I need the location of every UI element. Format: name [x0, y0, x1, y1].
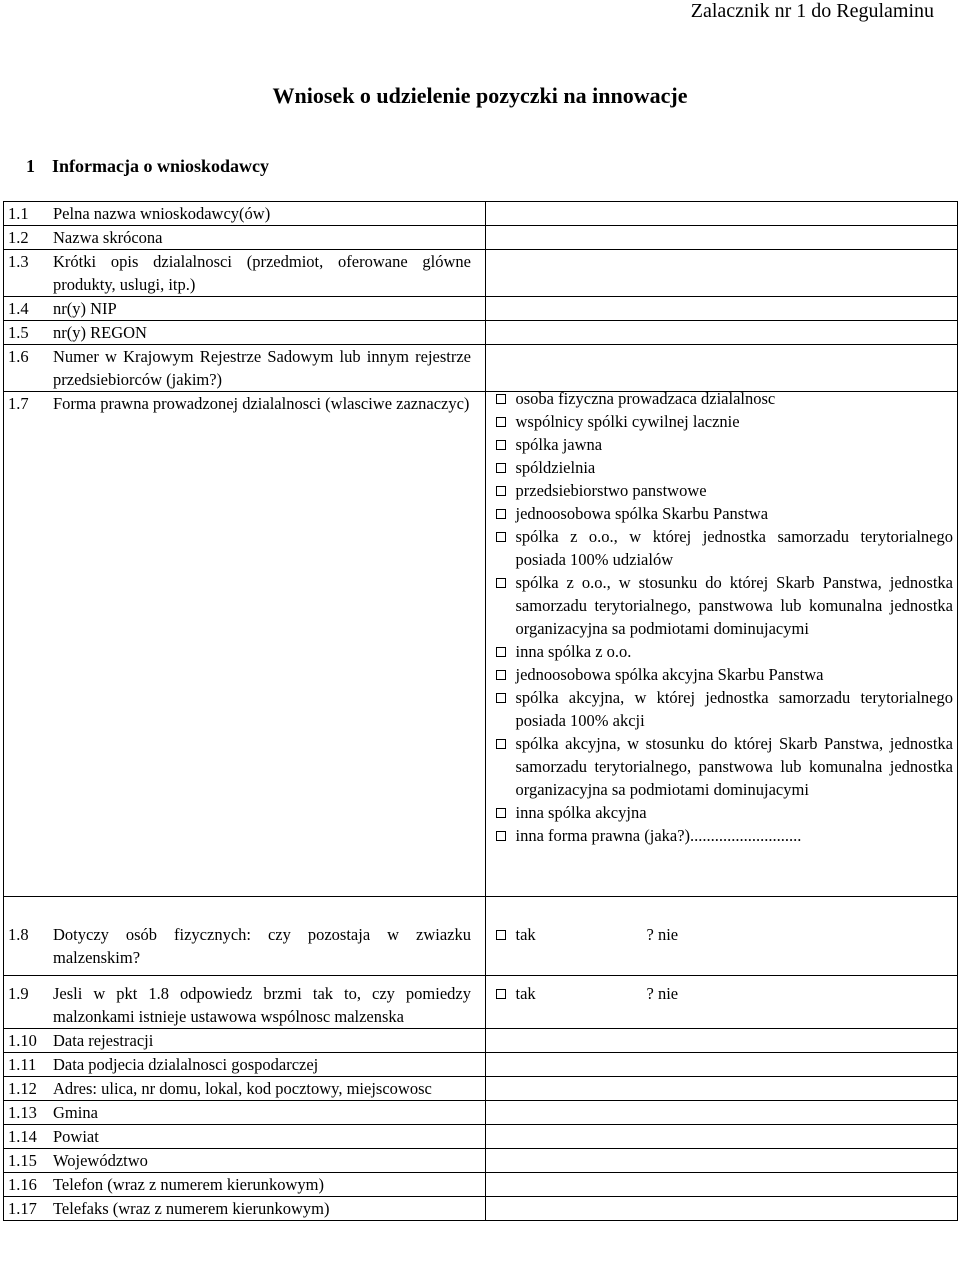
row-label-cell [4, 1125, 486, 1149]
row-label-cell [4, 1053, 486, 1077]
checkbox-icon[interactable] [496, 693, 506, 703]
row-label: nr(y) REGON [53, 323, 147, 342]
option-label: spólka akcyjna, w której jednostka samorzadu terytorialnego posiada 100% akcji [515, 688, 953, 730]
row-number: 1.15 [8, 1151, 37, 1170]
commune-input-cell[interactable] [485, 1101, 958, 1125]
row-label: Województwo [53, 1151, 148, 1170]
checkbox-icon[interactable] [496, 509, 506, 519]
option-label: przedsiebiorstwo panstwowe [515, 481, 707, 500]
row-label-cell [4, 1077, 486, 1101]
row-label-cell [4, 917, 486, 976]
row-1-13 [4, 1101, 958, 1125]
row-label: nr(y) NIP [53, 299, 117, 318]
legal-form-option[interactable] [490, 456, 954, 479]
row-label-cell [4, 226, 486, 250]
no-label: ? nie [646, 984, 679, 1003]
legal-form-option[interactable] [490, 410, 954, 433]
checkbox-icon[interactable] [496, 739, 506, 749]
option-label: spólka z o.o., w której jednostka samorzadu terytorialnego posiada 100% udzialów [515, 527, 953, 569]
address-input-cell[interactable] [485, 1077, 958, 1101]
row-label-cell [4, 1173, 486, 1197]
row-label-cell [4, 976, 486, 1029]
row-label: Data podjecia dzialalnosci gospodarczej [53, 1055, 319, 1074]
option-label: spólka akcyjna, w stosunku do której Skarb Panstwa, jednostka samorzadu terytorialnego, panstwowa lub komunalna jednostka organizacyjna sa podmiotami dominujacymi [515, 734, 953, 799]
row-1-9 [4, 976, 958, 1029]
row-number: 1.13 [8, 1103, 37, 1122]
row-1-10 [4, 1029, 958, 1053]
row-1-5 [4, 321, 958, 345]
phone-input-cell[interactable] [485, 1173, 958, 1197]
row-label-cell [4, 297, 486, 321]
row-number: 1.2 [8, 228, 29, 247]
row-label: Powiat [53, 1127, 99, 1146]
legal-form-option[interactable] [490, 479, 954, 502]
row-label-cell [4, 321, 486, 345]
spacer-cell [485, 897, 958, 918]
legal-form-option[interactable] [490, 732, 954, 801]
checkbox-icon[interactable] [496, 486, 506, 496]
row-1-7 [4, 392, 958, 897]
legal-form-option[interactable] [490, 801, 954, 824]
checkbox-icon[interactable] [496, 532, 506, 542]
row-1-15 [4, 1149, 958, 1173]
legal-form-list [490, 387, 954, 847]
applicant-info-table [3, 201, 958, 1221]
legal-form-option[interactable] [490, 433, 954, 456]
row-number: 1.10 [8, 1031, 37, 1050]
option-label: osoba fizyczna prowadzaca dzialalnosc [515, 389, 776, 408]
short-name-input-cell[interactable] [485, 226, 958, 250]
marriage-answer-cell [485, 917, 958, 976]
option-label: spólka jawna [515, 435, 603, 454]
page-title: Wniosek o udzielenie pozyczki na innowacje [272, 83, 688, 108]
attachment-label: Zalacznik nr 1 do Regulaminu [690, 0, 934, 22]
legal-form-options-cell [485, 389, 958, 897]
row-label: Telefon (wraz z numerem kierunkowym) [53, 1175, 324, 1194]
registration-date-input-cell[interactable] [485, 1029, 958, 1053]
county-input-cell[interactable] [485, 1125, 958, 1149]
row-number: 1.7 [8, 394, 29, 413]
legal-form-option[interactable] [490, 824, 954, 847]
row-number: 1.14 [8, 1127, 37, 1146]
row-number: 1.5 [8, 323, 29, 342]
row-number: 1.1 [8, 204, 29, 223]
row-label: Adres: ulica, nr domu, lokal, kod pocztowy, miejscowosc [53, 1079, 432, 1098]
row-label: Nazwa skrócona [53, 228, 163, 247]
row-number: 1.12 [8, 1079, 37, 1098]
option-label: inna spólka z o.o. [515, 642, 632, 661]
row-1-6 [4, 345, 958, 392]
row-label: Gmina [53, 1103, 98, 1122]
row-label-cell [4, 250, 486, 297]
checkbox-icon[interactable] [496, 394, 506, 404]
row-1-11 [4, 1053, 958, 1077]
row-1-1 [4, 202, 958, 226]
fax-input-cell[interactable] [485, 1197, 958, 1221]
row-number: 1.9 [8, 984, 29, 1003]
row-1-3 [4, 250, 958, 297]
row-label: Dotyczy osób fizycznych: czy pozostaja w zwiazku malzenskim? [53, 925, 471, 967]
checkbox-icon[interactable] [496, 440, 506, 450]
row-label-cell [4, 1101, 486, 1125]
no-label: ? nie [646, 925, 679, 944]
spacer-row [4, 897, 958, 918]
checkbox-icon[interactable] [496, 647, 506, 657]
section-heading [26, 156, 269, 177]
section-number: 1 [26, 156, 35, 176]
row-1-8 [4, 917, 958, 976]
checkbox-icon[interactable] [496, 831, 506, 841]
row-label: Telefaks (wraz z numerem kierunkowym) [53, 1199, 330, 1218]
row-label-cell [4, 1197, 486, 1221]
nip-input-cell[interactable] [485, 297, 958, 321]
legal-form-option[interactable] [490, 663, 954, 686]
row-label: Data rejestracji [53, 1031, 154, 1050]
row-1-14 [4, 1125, 958, 1149]
row-label-cell [4, 1149, 486, 1173]
legal-form-option[interactable] [490, 502, 954, 525]
yes-label: tak [515, 984, 536, 1003]
option-label: inna forma prawna (jaka?)........................... [515, 826, 802, 845]
row-1-17 [4, 1197, 958, 1221]
yes-label: tak [515, 925, 536, 944]
checkbox-icon[interactable] [496, 670, 506, 680]
legal-form-option[interactable] [490, 571, 954, 640]
option-label: spólka z o.o., w stosunku do której Skarb Panstwa, jednostka samorzadu terytorialnego, panstwowa lub komunalna jednostka organizacyjna sa podmiotami dominujacymi [515, 573, 953, 638]
legal-form-option[interactable] [490, 525, 954, 571]
row-label: Forma prawna prowadzonej dzialalnosci (wlasciwe zaznaczyc) [53, 394, 470, 413]
row-number: 1.4 [8, 299, 29, 318]
option-label: jednoosobowa spólka Skarbu Panstwa [515, 504, 769, 523]
row-label: Pelna nazwa wnioskodawcy(ów) [53, 204, 271, 223]
full-name-input-cell[interactable] [485, 202, 958, 226]
legal-form-option[interactable] [490, 640, 954, 663]
row-number: 1.8 [8, 925, 29, 944]
row-label: Krótki opis dzialalnosci (przedmiot, oferowane glówne produkty, uslugi, itp.) [53, 252, 471, 294]
row-1-2 [4, 226, 958, 250]
checkbox-icon[interactable] [496, 463, 506, 473]
business-start-date-input-cell[interactable] [485, 1053, 958, 1077]
checkbox-icon[interactable] [496, 989, 506, 999]
checkbox-icon[interactable] [496, 578, 506, 588]
voivodeship-input-cell[interactable] [485, 1149, 958, 1173]
row-number: 1.11 [8, 1055, 37, 1074]
yes-no-choice[interactable] [490, 982, 954, 1005]
regon-input-cell[interactable] [485, 321, 958, 345]
row-label-cell [4, 345, 486, 392]
legal-form-option[interactable] [490, 686, 954, 732]
checkbox-icon[interactable] [496, 417, 506, 427]
row-number: 1.3 [8, 252, 29, 271]
legal-form-option[interactable] [490, 387, 954, 410]
row-number: 1.17 [8, 1199, 37, 1218]
row-1-4 [4, 297, 958, 321]
row-label: Numer w Krajowym Rejestrze Sadowym lub innym rejestrze przedsiebiorców (jakim?) [53, 347, 471, 389]
row-number: 1.6 [8, 347, 29, 366]
row-1-16 [4, 1173, 958, 1197]
row-label-cell [4, 202, 486, 226]
row-1-12 [4, 1077, 958, 1101]
row-number: 1.16 [8, 1175, 37, 1194]
row-label: Jesli w pkt 1.8 odpowiedz brzmi tak to, czy pomiedzy malzonkami istnieje ustawowa wspólnosc malzenska [53, 984, 471, 1026]
joint-property-answer-cell [485, 976, 958, 1029]
spacer-cell [4, 897, 486, 918]
checkbox-icon[interactable] [496, 808, 506, 818]
row-label-cell [4, 392, 486, 897]
krs-input-cell[interactable] [485, 345, 958, 392]
section-title: Informacja o wnioskodawcy [52, 156, 270, 176]
option-label: jednoosobowa spólka akcyjna Skarbu Panstwa [515, 665, 824, 684]
row-label-cell [4, 1029, 486, 1053]
option-label: inna spólka akcyjna [515, 803, 647, 822]
option-label: spóldzielnia [515, 458, 596, 477]
yes-no-choice[interactable] [490, 923, 954, 946]
option-label: wspólnicy spólki cywilnej lacznie [515, 412, 740, 431]
checkbox-icon[interactable] [496, 930, 506, 940]
activity-description-input-cell[interactable] [485, 250, 958, 297]
